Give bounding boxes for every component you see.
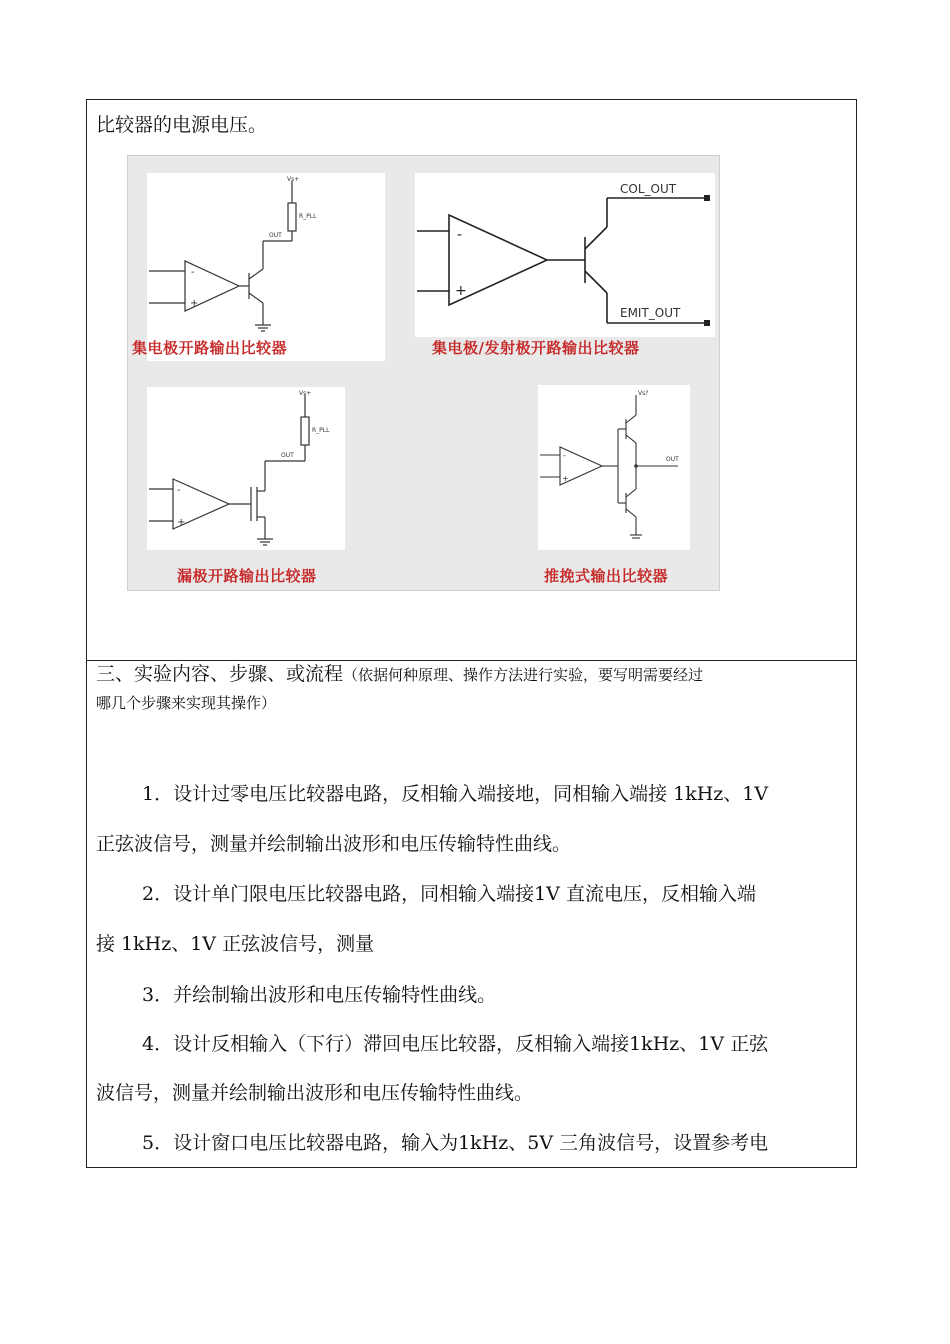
step-5-line-1: 5．设计窗口电压比较器电路，输入为1kHz、5V 三角波信号，设置参考电: [142, 1132, 769, 1154]
out-label: OUT: [269, 232, 282, 239]
col-out-label: COL_OUT: [620, 182, 677, 196]
step-1-line-1: 1．设计过零电压比较器电路，反相输入端接地，同相输入端接 1kHz、1V: [142, 783, 769, 805]
section-3-note: （依据何种原理、操作方法进行实验，要写明需要经过: [343, 666, 704, 684]
step-3: 3．并绘制输出波形和电压传输特性曲线。: [142, 984, 497, 1006]
emit-out-label: EMIT_OUT: [620, 306, 681, 320]
minus-label: -: [457, 227, 463, 243]
minus-label: -: [563, 451, 566, 460]
section-3-note-continued: 哪几个步骤来实现其操作）: [96, 694, 277, 712]
comparator-circuits-figure: [127, 155, 720, 591]
minus-label: -: [177, 485, 181, 496]
plus-label: +: [190, 298, 199, 309]
step-4-line-1: 4．设计反相输入（下行）滞回电压比较器，反相输入端接1kHz、1V 正弦: [142, 1033, 769, 1055]
caption-open-drain: 漏极开路输出比较器: [177, 567, 317, 585]
r-pll-label: R_PLL: [312, 427, 330, 434]
plus-label: +: [562, 474, 569, 483]
caption-collector-emitter-open: 集电极/发射极开路输出比较器: [432, 339, 640, 357]
panel-push-pull: [538, 385, 690, 550]
minus-label: -: [191, 267, 195, 278]
push-pull-schematic: [538, 385, 690, 550]
open-drain-schematic: [147, 387, 345, 550]
step-2-line-2: 接 1kHz、1V 正弦波信号，测量: [96, 933, 375, 955]
vs-label: Vs+: [299, 390, 312, 397]
out-label: OUT: [666, 456, 679, 463]
plus-label: +: [177, 517, 186, 528]
out-label: OUT: [281, 452, 294, 459]
plus-label: +: [455, 283, 467, 299]
vs-label: Vs?: [638, 390, 649, 397]
vs-label: Vs+: [287, 176, 300, 183]
caption-push-pull: 推挽式输出比较器: [544, 567, 669, 585]
open-collector-schematic: [147, 173, 385, 361]
section-3-title: 三、实验内容、步骤、或流程: [96, 663, 344, 685]
step-2-line-1: 2．设计单门限电压比较器电路，同相输入端接1V 直流电压，反相输入端: [142, 883, 756, 905]
panel-collector-emitter-open: [415, 173, 715, 337]
intro-text: 比较器的电源电压。: [96, 114, 268, 136]
collector-emitter-schematic: [415, 173, 715, 337]
step-4-line-2: 波信号，测量并绘制输出波形和电压传输特性曲线。: [96, 1082, 534, 1104]
section-3-heading: [96, 661, 848, 688]
step-1-line-2: 正弦波信号，测量并绘制输出波形和电压传输特性曲线。: [96, 833, 572, 855]
panel-open-drain: [147, 387, 345, 550]
r-pll-label: R_PLL: [299, 213, 317, 220]
caption-open-collector: 集电极开路输出比较器: [132, 339, 288, 357]
panel-open-collector: [147, 173, 385, 361]
